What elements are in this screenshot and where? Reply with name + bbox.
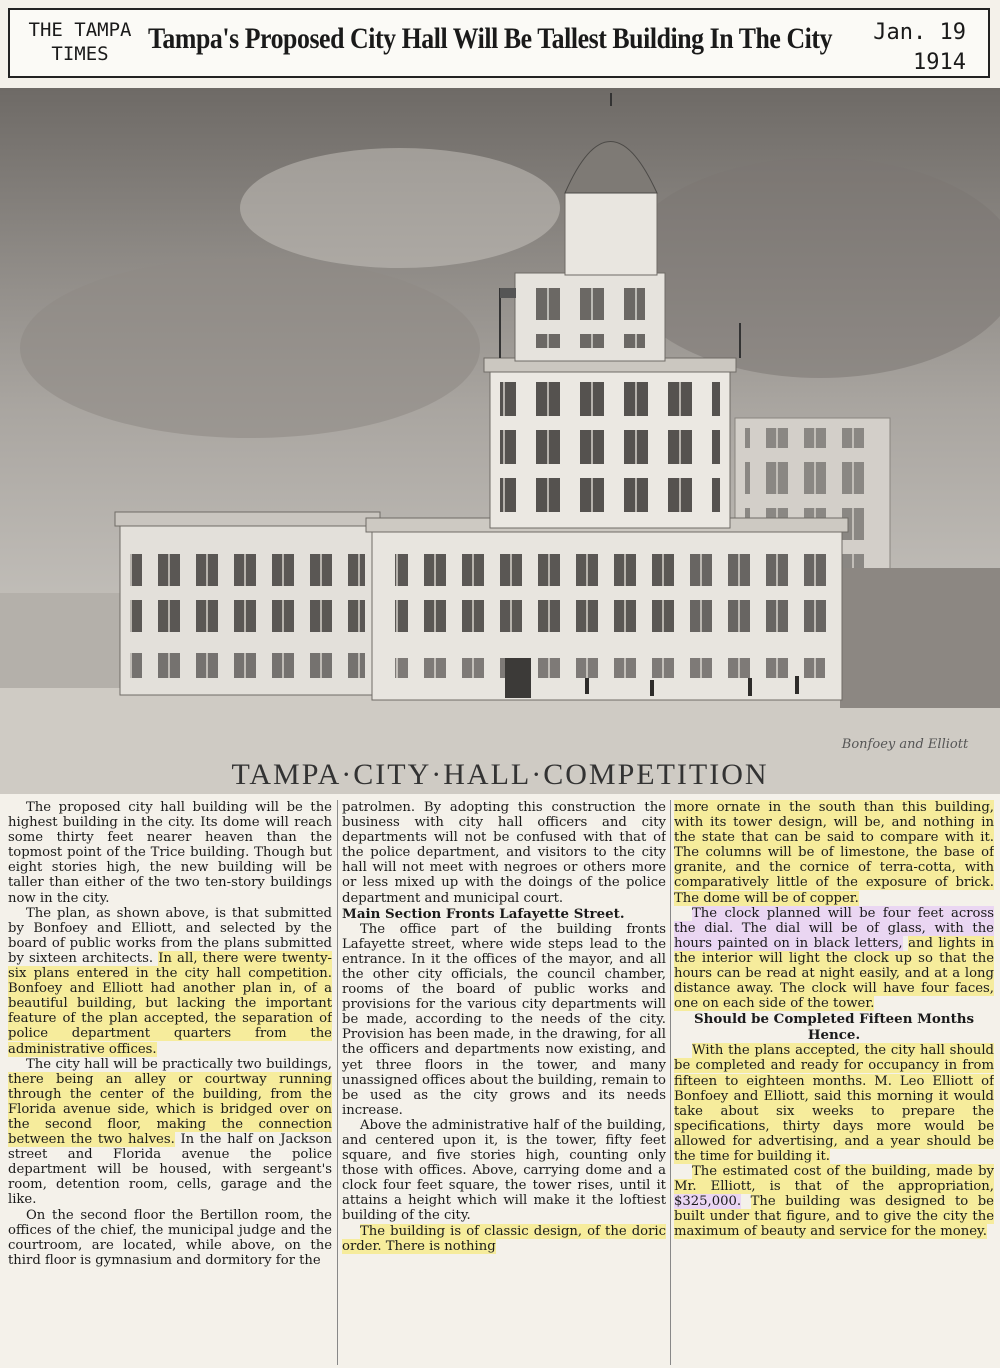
publication-date	[873, 18, 966, 78]
highlighted-text: more ornate in the south than this building, with its tower design, will be, and nothing in the state that can be said to compare with it. The columns will be of limestone, the base of granite, and the cornice of terra-cotta, with comparatively little of the exposure of brick. The dome will be of copper.	[674, 800, 994, 906]
neighboring-building-left	[0, 593, 125, 688]
article-column-3	[674, 800, 994, 1365]
subheading: Main Section Fronts Lafayette Street.	[342, 905, 625, 922]
clock-stage	[565, 193, 657, 275]
paragraph	[674, 800, 994, 906]
clipping-header	[8, 8, 990, 78]
cost-amount: $325,000.	[674, 1194, 742, 1210]
neighboring-building-corner	[840, 568, 1000, 708]
highlighted-text: The building was designed to be built under that figure, and to give the city the maximum of beauty and service for the money.	[674, 1194, 994, 1240]
highlighted-text: The building is of classic design, of the doric order. There is nothing	[342, 1223, 666, 1254]
column-rule	[670, 800, 671, 1365]
paragraph	[342, 1224, 666, 1254]
paragraph: On the second floor the Bertillon room, the offices of the chief, the municipal judge and the courtroom, are located, while above, on the third floor is gymnasium and dormitory for the	[8, 1207, 332, 1268]
paragraph: The proposed city hall building will be the highest building in the city. Its dome will reach some thirty feet nearer heaven than the topmost point of the Trice building. Though but eight stories high, the new building will be taller than either of the two ten-story buildings now in the city.	[8, 800, 332, 906]
paragraph	[674, 1164, 994, 1239]
highlighted-text: there being an alley or courtway running through the center of the building, from the Florida avenue side, which is bridged over on the second floor, making the connection between the two halves.	[8, 1071, 332, 1148]
paragraph: The office part of the building fronts Lafayette street, where wide steps lead to the entrance. In it the offices of the mayor, and all the other city officials, the council chamber, rooms of the board of public works and provisions for the various city departments will be made, according to the needs of the city. Provision has been made, in the drawing, for all the officers and departments now existing, and yet three floors in the tower, and many unassigned offices about the building, remain to be used as the city grows and its needs increase.	[342, 921, 666, 1118]
paragraph: Above the administrative half of the building, and centered upon it, is the tower, fifty feet square, and five stories high, counting only those with offices. Above, carrying dome and a clock four feet square, the tower rises, until it attains a height which will make it the loftiest building of the city.	[342, 1117, 666, 1224]
highlighted-text: and lights in the interior will light the clock up so that the hours can be read at night easily, and at a long distance away. The clock will have four faces, one on each side of the tower.	[674, 935, 994, 1012]
highlighted-text: In all, there were twenty-six plans entered in the city hall competition. Bonfoey and Elliott had another plan in, of a beautiful building, but lacking the important feature of the plan accepted, the separation of police department quarters from the administrative offices.	[8, 950, 332, 1057]
highlighted-text-purple: The clock planned will be four feet across the dial. The dial will be of glass, with the hours painted on in black letters,	[674, 905, 994, 951]
headline: Tampa's Proposed City Hall Will Be Tallest Building In The City	[148, 22, 833, 55]
main-entrance	[505, 658, 531, 698]
paragraph: patrolmen. By adopting this construction the business with city hall officers and city departments will not be confused with that of the police department, and visitors to the city hall will not meet with negroes or others more or less mixed up with the doings of the police department and municipal court.	[342, 800, 666, 906]
paragraph	[674, 906, 994, 1012]
publication-line-1: THE TAMPA	[28, 19, 132, 41]
building-drawing	[0, 88, 1000, 794]
date-line-1: Jan. 19	[873, 20, 966, 45]
paragraph	[674, 1043, 994, 1164]
illustration-caption: TAMPA·CITY·HALL·COMPETITION	[231, 758, 769, 791]
highlighted-text: With the plans accepted, the city hall should be completed and ready for occupancy in from fifteen to eighteen months. M. Leo Elliott of Bonfoey and Elliott, said this morning it would take about six weeks to prepare the specifications, thirty days more would be allowed for advertising, and a year should be the time for building it.	[674, 1043, 994, 1164]
subheading: Should be Completed Fifteen Months Hence.	[693, 1011, 975, 1044]
article-column-1	[8, 800, 332, 1365]
paragraph: The city hall will be practically two buildings, there being an alley or courtway running through the center of the building, from the Florida avenue side, which is bridged over on the second floor, making the connection between the two halves. In the half on Jackson street and Florida avenue the police department will be housed, with sergeant's room, detention room, cells, garage and the like.	[8, 1056, 332, 1208]
highlighted-text: The estimated cost of the building, made by Mr. Elliott, is that of the appropriation,	[674, 1164, 994, 1195]
article-column-2	[342, 800, 666, 1365]
column-rule	[337, 800, 338, 1365]
architect-signature: Bonfoey and Elliott	[841, 737, 969, 752]
city-hall-illustration	[0, 88, 1000, 794]
paragraph: The plan, as shown above, is that submitted by Bonfoey and Elliott, and selected by the board of public works from the plans submitted by sixteen architects. In all, there were twenty-six plans entered in the city hall competition. Bonfoey and Elliott had another plan in, of a beautiful building, but lacking the important feature of the plan accepted, the separation of police department quarters from the administrative offices.	[8, 905, 332, 1057]
flag-left	[500, 288, 516, 298]
publication-name	[20, 18, 140, 66]
publication-line-2: TIMES	[51, 43, 109, 65]
date-line-2: 1914	[913, 50, 966, 75]
